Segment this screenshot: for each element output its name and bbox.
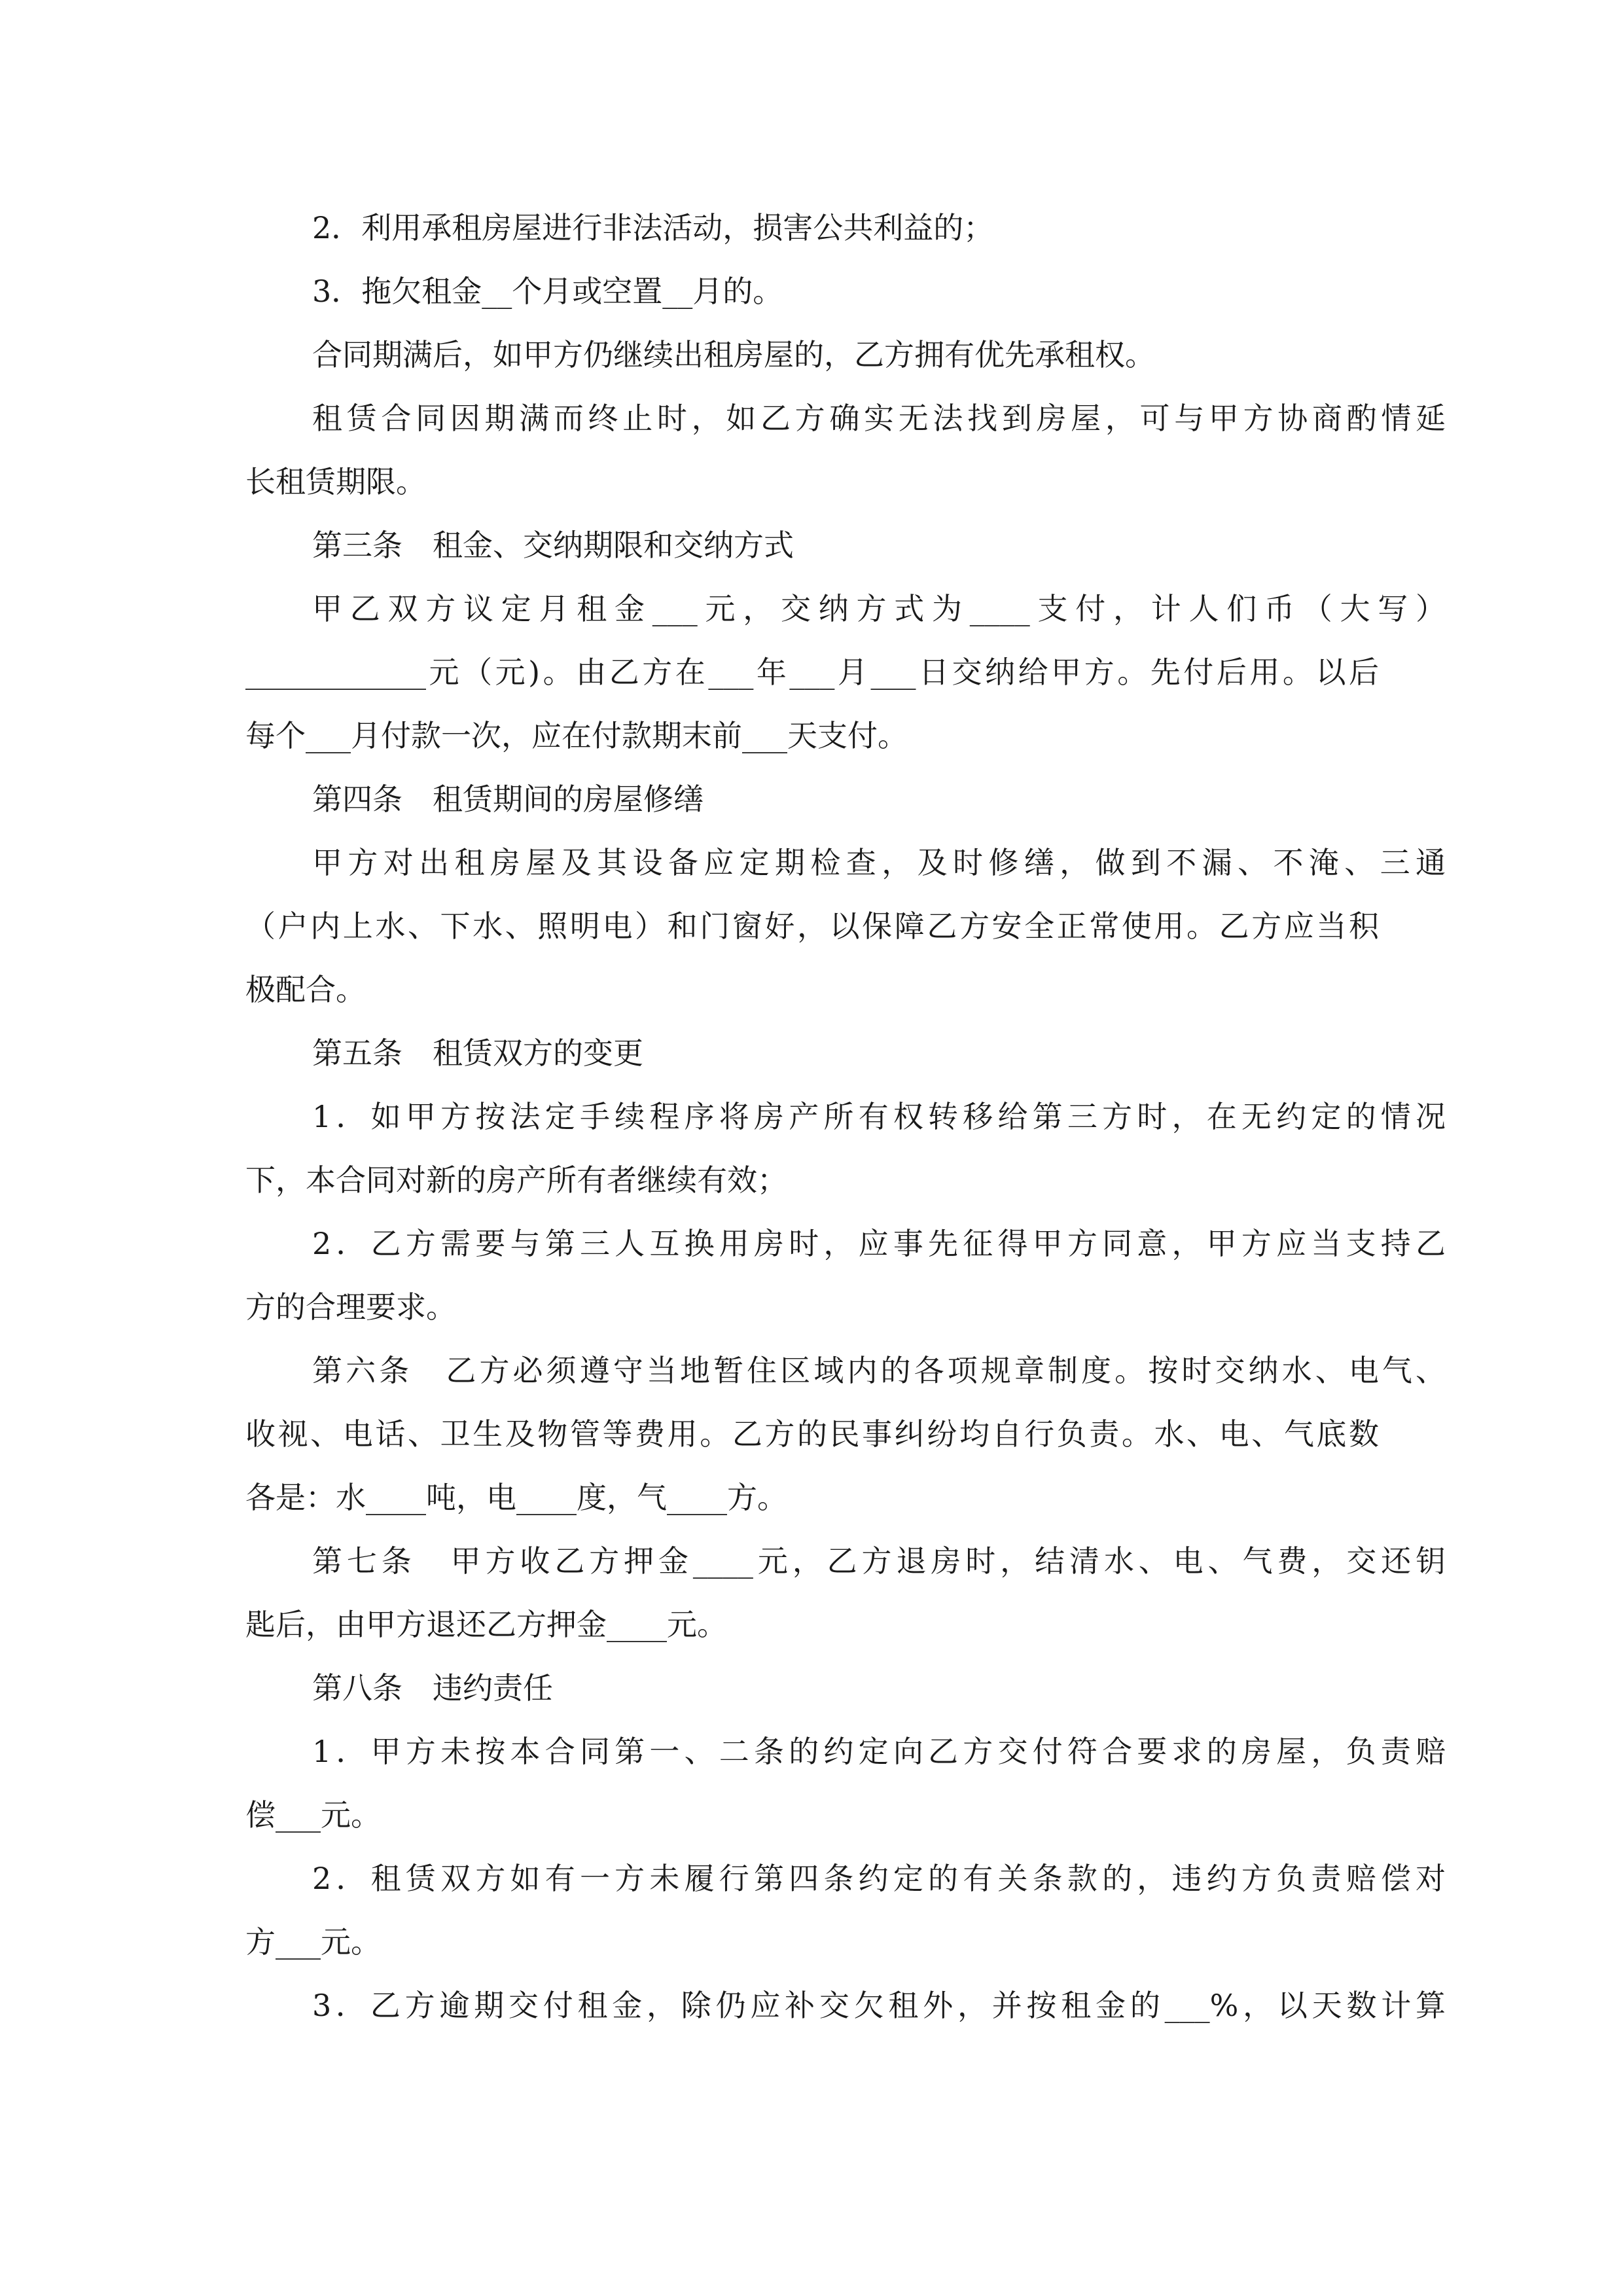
clause-8-item-3: 3．乙方逾期交付租金，除仍应补交欠租外，并按租金的___%，以天数计算 [312,1988,1446,2023]
article-6-text: 第六条 乙方必须遵守当地暂住区域内的各项规章制度。按时交纳水、电气、 [312,1353,1446,1388]
article-7-text: 第七条 甲方收乙方押金____元，乙方退房时，结清水、电、气费，交还钥 [312,1543,1446,1579]
article-8-heading: 第八条 违约责任 [312,1670,553,1706]
renewal-priority-text: 合同期满后，如甲方仍继续出租房屋的，乙方拥有优先承租权。 [312,337,1155,372]
clause-8-item-1-cont: 偿___元。 [245,1797,381,1833]
article-6-text-end: 各是：水____吨，电____度，气____方。 [245,1480,787,1515]
rent-terms-text-end: 每个___月付款一次，应在付款期末前___天支付。 [245,718,908,753]
clause-5-item-1: 1．如甲方按法定手续程序将房产所有权转移给第三方时，在无约定的情况 [312,1099,1446,1134]
article-5-heading: 第五条 租赁双方的变更 [312,1035,643,1071]
lease-extension-text: 租赁合同因期满而终止时，如乙方确实无法找到房屋，可与甲方协商酌情延 [312,401,1446,436]
rent-terms-text: 甲乙双方议定月租金___元，交纳方式为____支付，计人们币（大写） [312,591,1446,626]
article-7-text-cont: 匙后，由甲方退还乙方押金____元。 [245,1607,727,1642]
article-4-heading: 第四条 租赁期间的房屋修缮 [312,781,704,817]
repair-text-end: 极配合。 [245,972,366,1007]
clause-2-item-2: 2．利用承租房屋进行非法活动，损害公共利益的； [312,210,994,245]
clause-5-item-1-cont: 下，本合同对新的房产所有者继续有效； [245,1162,787,1198]
clause-8-item-1: 1．甲方未按本合同第一、二条的约定向乙方交付符合要求的房屋，负责赔 [312,1734,1446,1769]
clause-5-item-2: 2．乙方需要与第三人互换用房时，应事先征得甲方同意，甲方应当支持乙 [312,1226,1446,1261]
article-3-heading: 第三条 租金、交纳期限和交纳方式 [312,528,794,563]
article-6-text-cont: 收视、电话、卫生及物管等费用。乙方的民事纠纷均自行负责。水、电、气底数 [245,1416,1379,1452]
clause-8-item-2: 2．租赁双方如有一方未履行第四条约定的有关条款的，违约方负责赔偿对 [312,1861,1446,1896]
rent-terms-text-cont: ____________元（元)。由乙方在___年___月___日交纳给甲方。先付后用。以后 [245,655,1379,690]
clause-2-item-3: 3．拖欠租金__个月或空置__月的。 [312,274,783,309]
clause-8-item-2-cont: 方___元。 [245,1924,381,1960]
repair-text-cont: （户内上水、下水、照明电）和门窗好，以保障乙方安全正常使用。乙方应当积 [245,908,1379,944]
repair-text: 甲方对出租房屋及其设备应定期检查，及时修缮，做到不漏、不淹、三通 [312,845,1446,880]
clause-5-item-2-cont: 方的合理要求。 [245,1289,456,1325]
lease-extension-text-cont: 长租赁期限。 [245,464,426,499]
